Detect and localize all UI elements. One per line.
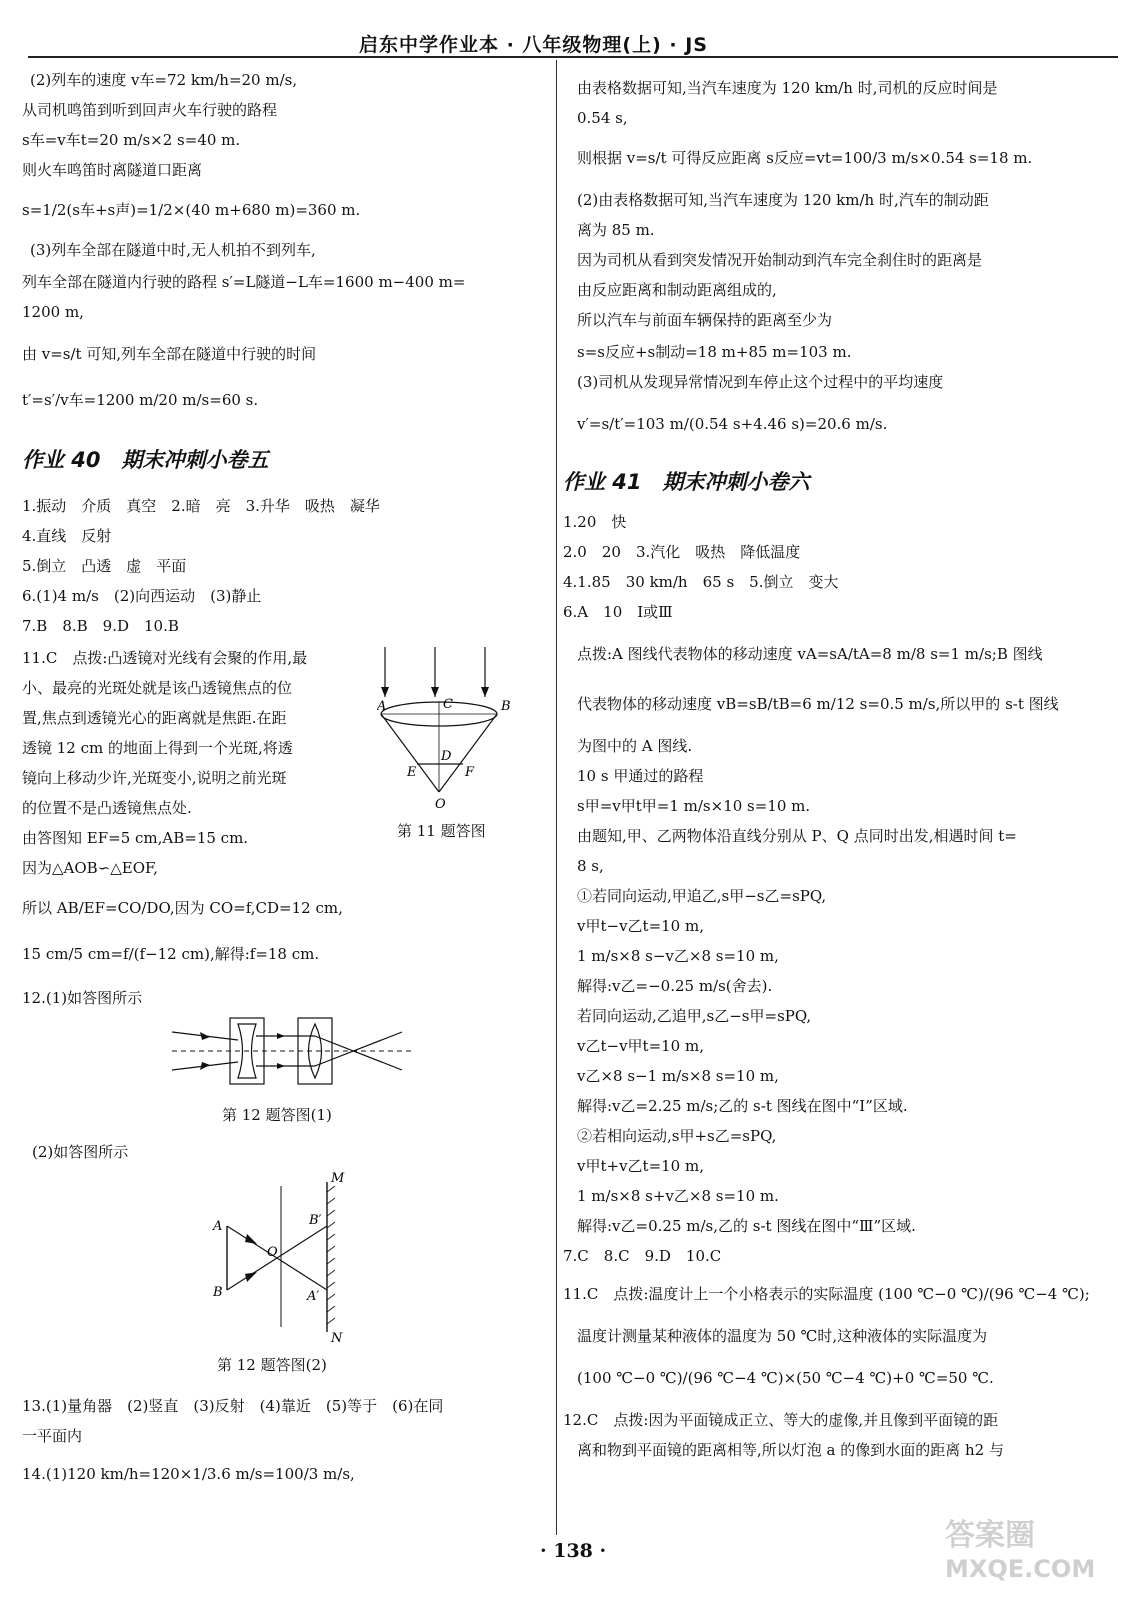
- page-number: · 138 ·: [540, 1540, 607, 1562]
- answer-line: 为图中的 A 图线.: [577, 737, 693, 755]
- answer-line: 由题知,甲、乙两物体沿直线分别从 P、Q 点同时出发,相遇时间 t=: [577, 827, 1017, 845]
- answer-line: v乙×8 s−1 m/s×8 s=10 m,: [577, 1067, 779, 1085]
- answer-line: 1 m/s×8 s−v乙×8 s=10 m,: [577, 947, 779, 965]
- q11-line: 镜向上移动少许,光斑变小,说明之前光斑: [22, 769, 287, 787]
- fig12-1-caption: 第 12 题答图(1): [222, 1106, 332, 1124]
- fig11-label-o: O: [435, 797, 446, 812]
- fig11-label-d: D: [441, 749, 452, 764]
- answer-line: 5.倒立 凸透 虚 平面: [22, 557, 187, 575]
- column-divider: [556, 60, 557, 1535]
- fig11-label-c: C: [443, 697, 453, 712]
- text-line: 因为司机从看到突发情况开始制动到汽车完全刹住时的距离是: [577, 251, 983, 269]
- answer-line: (100 ℃−0 ℃)/(96 ℃−4 ℃)×(50 ℃−4 ℃)+0 ℃=50 ℃.: [577, 1369, 994, 1387]
- q14-line: 14.(1)120 km/h=120×1/3.6 m/s=100/3 m/s,: [22, 1465, 355, 1483]
- q12-1-line: 12.(1)如答图所示: [22, 989, 143, 1007]
- answer-line: 7.B 8.B 9.D 10.B: [22, 617, 179, 635]
- q11-line: 11.C 点拨:凸透镜对光线有会聚的作用,最: [22, 649, 308, 667]
- answer-line: 代表物体的移动速度 vB=sB/tB=6 m/12 s=0.5 m/s,所以甲的 s-t 图线: [577, 695, 1059, 713]
- fig11-label-b: B: [501, 699, 511, 714]
- fig11-lens-diagram: [377, 642, 527, 812]
- fig12-2-mirror-diagram: [197, 1172, 367, 1342]
- answer-line: 4.直线 反射: [22, 527, 112, 545]
- q11-line: 所以 AB/EF=CO/DO,因为 CO=f,CD=12 cm,: [22, 899, 343, 917]
- answer-line: v甲t+v乙t=10 m,: [577, 1157, 704, 1175]
- answer-line: 11.C 点拨:温度计上一个小格表示的实际温度 (100 ℃−0 ℃)/(96 ℃−4 ℃);: [563, 1285, 1090, 1303]
- answer-line: 12.C 点拨:因为平面镜成正立、等大的虚像,并且像到平面镜的距: [563, 1411, 999, 1429]
- text-line: 则根据 v=s/t 可得反应距离 s反应=vt=100/3 m/s×0.54 s=18 m.: [577, 149, 1033, 167]
- fig11-label-f: F: [465, 765, 475, 780]
- q12-2-line: (2)如答图所示: [32, 1143, 129, 1161]
- fig12-1-lens-diagram: [172, 1012, 422, 1092]
- answer-line: 点拨:A 图线代表物体的移动速度 vA=sA/tA=8 m/8 s=1 m/s;B 图线: [577, 645, 1043, 663]
- answer-line: 若同向运动,乙追甲,s乙−s甲=sPQ,: [577, 1007, 812, 1025]
- answer-line: 7.C 8.C 9.D 10.C: [563, 1247, 722, 1265]
- fig12-2-label-m: M: [331, 1172, 345, 1186]
- q11-line: 由答图知 EF=5 cm,AB=15 cm.: [22, 829, 249, 847]
- section-title-40: 作业 40 期末冲刺小卷五: [22, 448, 269, 472]
- q11-line: 因为△AOB∽△EOF,: [22, 859, 158, 877]
- q11-line: 15 cm/5 cm=f/(f−12 cm),解得:f=18 cm.: [22, 945, 320, 963]
- fig12-2-label-b-prime: B′: [309, 1213, 322, 1228]
- q11-line: 置,焦点到透镜光心的距离就是焦距.在距: [22, 709, 287, 727]
- text-line: (2)由表格数据可知,当汽车速度为 120 km/h 时,汽车的制动距: [577, 191, 989, 209]
- text-line: s=s反应+s制动=18 m+85 m=103 m.: [577, 343, 852, 361]
- text-line: 离为 85 m.: [577, 221, 655, 239]
- text-line: 列车全部在隧道内行驶的路程 s′=L隧道−L车=1600 m−400 m=: [22, 273, 466, 291]
- answer-line: 解得:v乙=0.25 m/s,乙的 s-t 图线在图中“Ⅲ”区域.: [577, 1217, 916, 1235]
- q11-line: 小、最亮的光斑处就是该凸透镜焦点的位: [22, 679, 293, 697]
- text-line: v′=s/t′=103 m/(0.54 s+4.46 s)=20.6 m/s.: [577, 415, 888, 433]
- answer-line: 1.振动 介质 真空 2.暗 亮 3.升华 吸热 凝华: [22, 497, 380, 515]
- text-line: s车=v车t=20 m/s×2 s=40 m.: [22, 131, 241, 149]
- answer-line: v甲t−v乙t=10 m,: [577, 917, 704, 935]
- text-line: 从司机鸣笛到听到回声火车行驶的路程: [22, 101, 278, 119]
- q11-line: 的位置不是凸透镜焦点处.: [22, 799, 192, 817]
- answer-line: 6.A 10 Ⅰ或Ⅲ: [563, 603, 673, 621]
- answer-line: 4.1.85 30 km/h 65 s 5.倒立 变大: [563, 573, 839, 591]
- answer-line: 2.0 20 3.汽化 吸热 降低温度: [563, 543, 801, 561]
- q13-line: 一平面内: [22, 1427, 83, 1445]
- page-header: [28, 24, 1118, 58]
- fig12-2-label-b: B: [213, 1285, 223, 1300]
- text-line: (3)司机从发现异常情况到车停止这个过程中的平均速度: [577, 373, 944, 391]
- answer-line: 8 s,: [577, 857, 604, 875]
- fig12-2-label-o: O: [267, 1245, 278, 1260]
- text-line: 1200 m,: [22, 303, 84, 321]
- q11-line: 透镜 12 cm 的地面上得到一个光斑,将透: [22, 739, 293, 757]
- answer-line: 解得:v乙=2.25 m/s;乙的 s-t 图线在图中“Ⅰ”区域.: [577, 1097, 908, 1115]
- text-line: 则火车鸣笛时离隧道口距离: [22, 161, 203, 179]
- q13-line: 13.(1)量角器 (2)竖直 (3)反射 (4)靠近 (5)等于 (6)在同: [22, 1397, 444, 1415]
- text-line: 由表格数据可知,当汽车速度为 120 km/h 时,司机的反应时间是: [577, 79, 998, 97]
- fig11-label-e: E: [407, 765, 417, 780]
- text-line: s=1/2(s车+s声)=1/2×(40 m+680 m)=360 m.: [22, 201, 361, 219]
- text-line: 0.54 s,: [577, 109, 628, 127]
- answer-line: 10 s 甲通过的路程: [577, 767, 704, 785]
- answer-line: 1 m/s×8 s+v乙×8 s=10 m.: [577, 1187, 779, 1205]
- answer-line: 解得:v乙=−0.25 m/s(舍去).: [577, 977, 773, 995]
- watermark-url: MXQE.COM: [945, 1555, 1096, 1583]
- answer-line: 1.20 快: [563, 513, 627, 531]
- answer-line: s甲=v甲t甲=1 m/s×10 s=10 m.: [577, 797, 811, 815]
- fig12-2-label-a-prime: A′: [307, 1289, 320, 1304]
- answer-line: 6.(1)4 m/s (2)向西运动 (3)静止: [22, 587, 262, 605]
- answer-line: 温度计测量某种液体的温度为 50 ℃时,这种液体的实际温度为: [577, 1327, 988, 1345]
- text-line: (3)列车全部在隧道中时,无人机拍不到列车,: [30, 241, 316, 259]
- fig12-2-caption: 第 12 题答图(2): [217, 1356, 327, 1374]
- text-line: 由反应距离和制动距离组成的,: [577, 281, 777, 299]
- fig11-label-a: A: [377, 699, 387, 714]
- answer-line: ②若相向运动,s甲+s乙=sPQ,: [577, 1127, 777, 1145]
- answer-line: ①若同向运动,甲追乙,s甲−s乙=sPQ,: [577, 887, 827, 905]
- text-line: 由 v=s/t 可知,列车全部在隧道中行驶的时间: [22, 345, 317, 363]
- answer-line: 离和物到平面镜的距离相等,所以灯泡 a 的像到水面的距离 h2 与: [577, 1441, 1004, 1459]
- watermark-logo: 答案圈: [945, 1518, 1035, 1553]
- header-title: 启东中学作业本 · 八年级物理(上) · JS: [358, 34, 708, 56]
- section-title-41: 作业 41 期末冲刺小卷六: [563, 470, 810, 494]
- text-line: t′=s′/v车=1200 m/20 m/s=60 s.: [22, 391, 259, 409]
- text-line: (2)列车的速度 v车=72 km/h=20 m/s,: [30, 71, 298, 89]
- fig11-caption: 第 11 题答图: [397, 822, 486, 840]
- fig12-2-label-n: N: [331, 1331, 343, 1342]
- fig12-2-label-a: A: [213, 1219, 223, 1234]
- text-line: 所以汽车与前面车辆保持的距离至少为: [577, 311, 833, 329]
- answer-line: v乙t−v甲t=10 m,: [577, 1037, 704, 1055]
